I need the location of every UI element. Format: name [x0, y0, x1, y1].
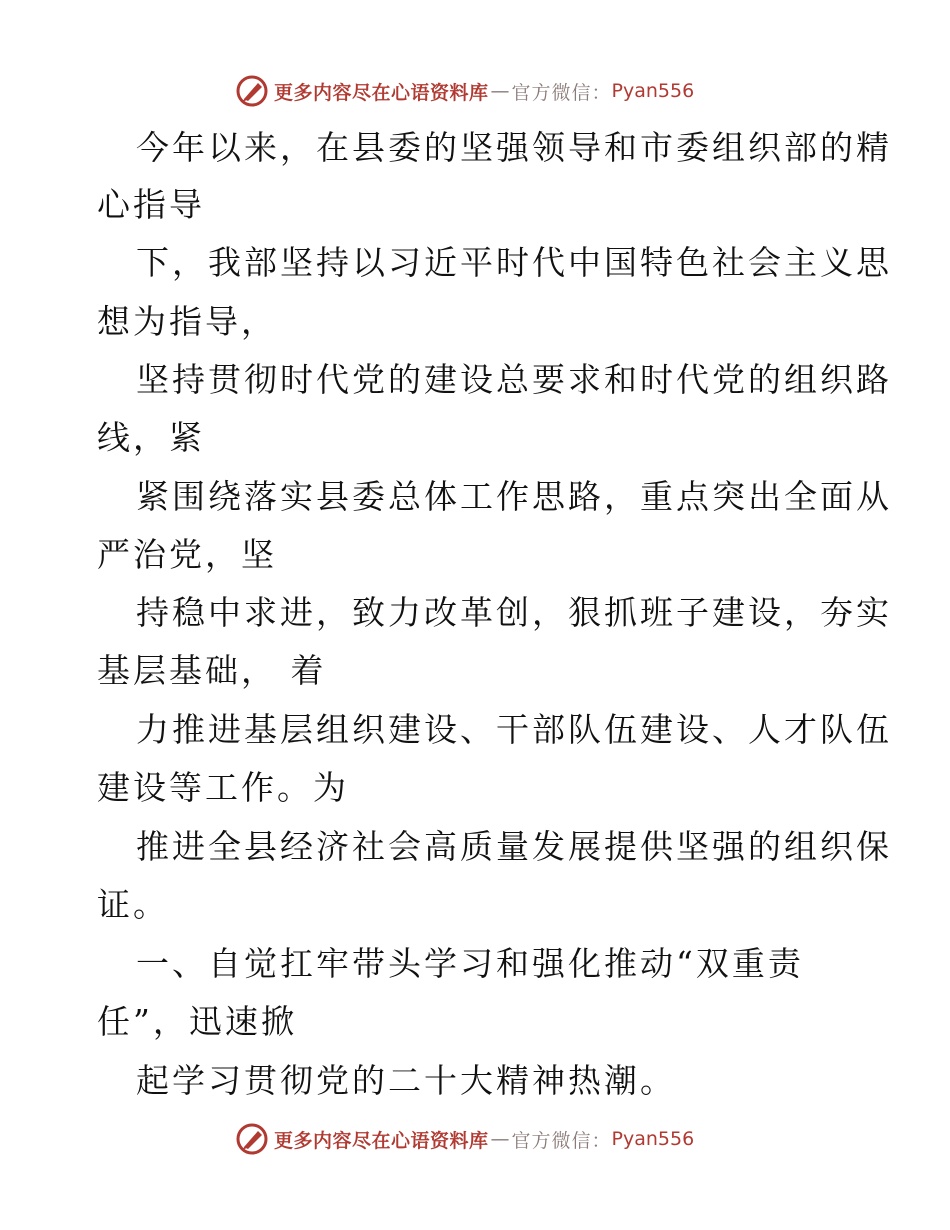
watermark-wechat-id: Pyan556: [611, 1128, 695, 1150]
watermark-brand: 更多内容尽在心语资料库: [274, 81, 489, 104]
text-line: 证。: [97, 885, 169, 924]
watermark-wechat-id: Pyan556: [611, 80, 695, 102]
text-line: 心指导: [97, 185, 205, 224]
text-line: 推进全县经济社会高质量发展提供坚强的组织保: [136, 827, 892, 866]
text-line: 下，我部坚持以习近平时代中国特色社会主义思: [136, 243, 892, 282]
watermark-dash: —: [490, 80, 510, 102]
section-heading-line: 一、自觉扛牢带头学习和强化推动“双重责: [136, 944, 804, 983]
text-line: 持稳中求进，致力改革创，狠抓班子建设，夯实: [136, 593, 892, 632]
text-line: 线，紧: [97, 418, 205, 457]
section-heading-line: 任”，迅速掀: [97, 1002, 297, 1041]
text-line: 想为指导，: [97, 302, 277, 341]
text-line: 力推进基层组织建设、干部队伍建设、人才队伍: [136, 710, 892, 749]
text-line: 坚持贯彻时代党的建设总要求和时代党的组织路: [136, 360, 892, 399]
pen-logo-icon: [236, 1123, 268, 1155]
watermark-dash: —: [490, 1128, 510, 1150]
pen-logo-icon: [236, 75, 268, 107]
footer-watermark: [236, 1122, 694, 1156]
section-heading-line: 起学习贯彻党的二十大精神热潮。: [136, 1061, 676, 1100]
watermark-official-label: 官方微信：: [511, 1129, 612, 1152]
header-watermark: [236, 74, 694, 108]
text-line: 基层基础， 着: [97, 651, 327, 690]
text-line: 紧围绕落实县委总体工作思路，重点突出全面从: [136, 477, 892, 516]
watermark-brand: 更多内容尽在心语资料库: [274, 1129, 489, 1152]
text-line: 建设等工作。为: [97, 768, 349, 807]
text-line: 今年以来，在县委的坚强领导和市委组织部的精: [136, 128, 892, 167]
watermark-official-label: 官方微信：: [511, 81, 612, 104]
text-line: 严治党，坚: [97, 535, 277, 574]
